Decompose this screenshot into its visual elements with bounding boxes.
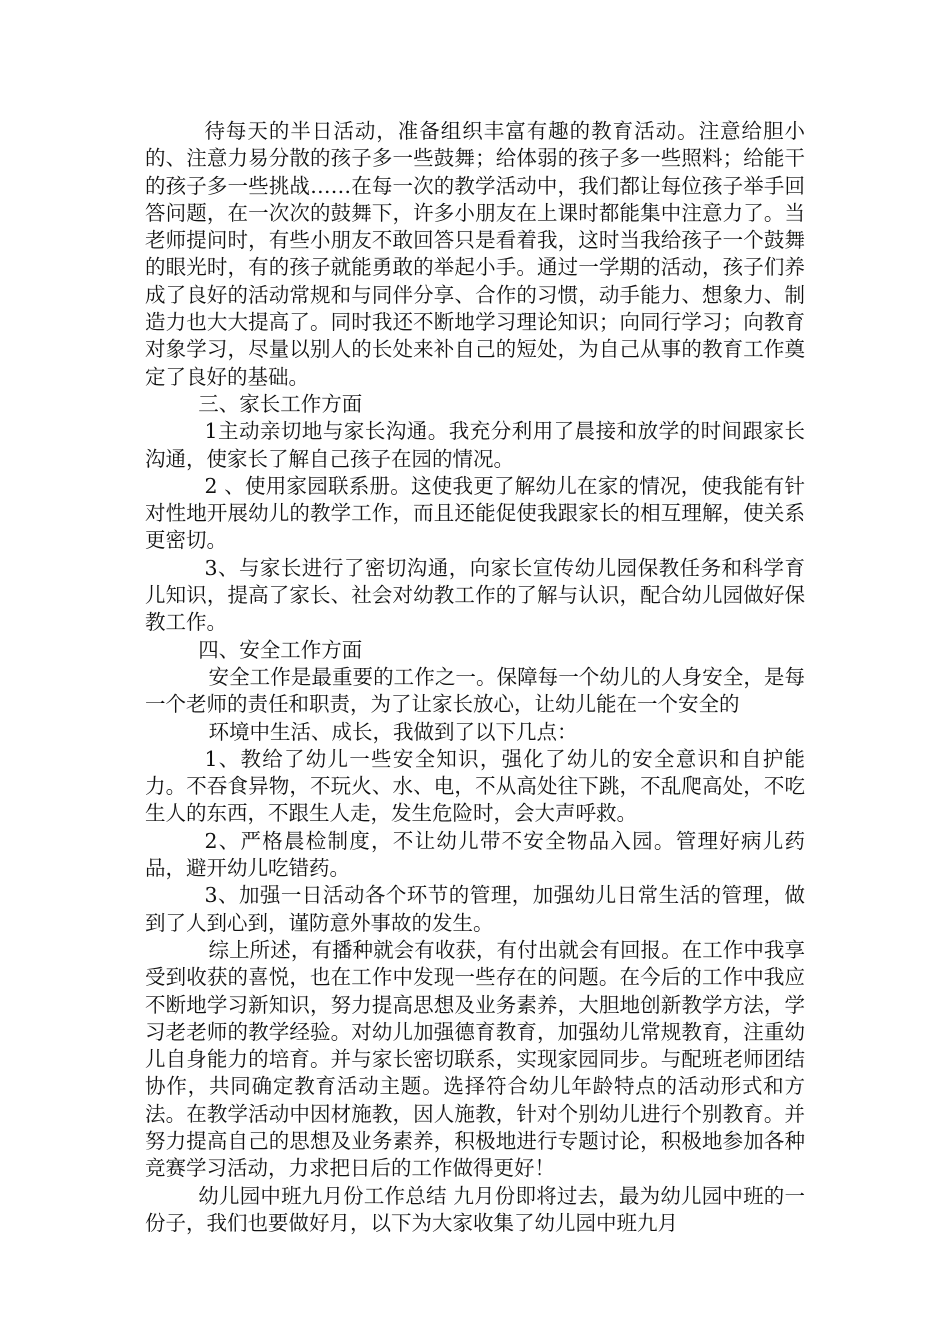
paragraph-parent-item-2: 2 、使用家园联系册。这使我更了解幼儿在家的情况，使我能有针对性地开展幼儿的教学工作，而且还能促使我跟家长的相互理解，使关系更密切。 [145,473,805,553]
section-heading-parent-work: 三、家长工作方面 [198,391,363,416]
paragraph-summary: 综上所述，有播种就会有收获，有付出就会有回报。在工作中我享受到收获的喜悦，也在工作中发现一些存在的问题。在今后的工作中我应不断地学习新知识，努力提高思想及业务素养，大胆地创新教学方法，学习老老师的教学经验。对幼儿加强德育教育，加强幼儿常规教育，注重幼儿自身能力的培育。并与家长密切联系，实现家园同步。与配班老师团结协作，共同确定教育活动主题。选择符合幼儿年龄特点的活动形式和方法。在教学活动中因材施教，因人施教，针对个别幼儿进行个别教育。并努力提高自己的思想及业务素养，积极地进行专题讨论，积极地参加各种竞赛学习活动，力求把日后的工作做得更好！ [145,937,805,1181]
paragraph-parent-item-3: 3、与家长进行了密切沟通，向家长宣传幼儿园保教任务和科学育儿知识，提高了家长、社会对幼教工作的了解与认识，配合幼儿园做好保教工作。 [145,555,805,635]
paragraph-parent-item-1: 1主动亲切地与家长沟通。我充分利用了晨接和放学的时间跟家长沟通，使家长了解自己孩子在园的情况。 [145,419,805,471]
document-body [145,118,805,1237]
paragraph-safety-item-1: 1、教给了幼儿一些安全知识，强化了幼儿的安全意识和自护能力。不吞食异物，不玩火、水、电，不从高处往下跳，不乱爬高处，不吃生人的东西，不跟生人走，发生危险时，会大声呼救。 [145,746,805,826]
section-heading-safety-work: 四、安全工作方面 [198,637,363,662]
paragraph-safety-item-3: 3、加强一日活动各个环节的管理，加强幼儿日常生活的管理，做到了人到心到，谨防意外事故的发生。 [145,883,805,935]
paragraph-safety-intro: 安全工作是最重要的工作之一。保障每一个幼儿的人身安全，是每一个老师的责任和职责，为了让家长放心，让幼儿能在一个安全的 [145,664,805,717]
paragraph-teaching-activities: 待每天的半日活动，准备组织丰富有趣的教育活动。注意给胆小的、注意力易分散的孩子多一些鼓舞；给体弱的孩子多一些照料；给能干的孩子多一些挑战……在每一次的教学活动中，我们都让每位孩子举手回答问题，在一次次的鼓舞下，许多小朋友在上课时都能集中注意力了。当老师提问时，有些小朋友不敢回答只是看着我，这时当我给孩子一个鼓舞的眼光时，有的孩子就能勇敢的举起小手。通过一学期的活动，孩子们养成了良好的活动常规和与同伴分享、合作的习惯，动手能力、想象力、制造力也大大提高了。同时我还不断地学习理论知识；向同行学习；向教育对象学习，尽量以别人的长处来补自己的短处，为自己从事的教育工作奠定了良好的基础。 [145,119,805,389]
paragraph-safety-points-lead: 环境中生活、成长，我做到了以下几点： [208,719,578,744]
paragraph-september-summary: 幼儿园中班九月份工作总结 九月份即将过去，最为幼儿园中班的一份子，我们也要做好月，以下为大家收集了幼儿园中班九月 [145,1183,805,1235]
paragraph-safety-item-2: 2、严格晨检制度，不让幼儿带不安全物品入园。管理好病儿药品，避开幼儿吃错药。 [145,828,805,881]
